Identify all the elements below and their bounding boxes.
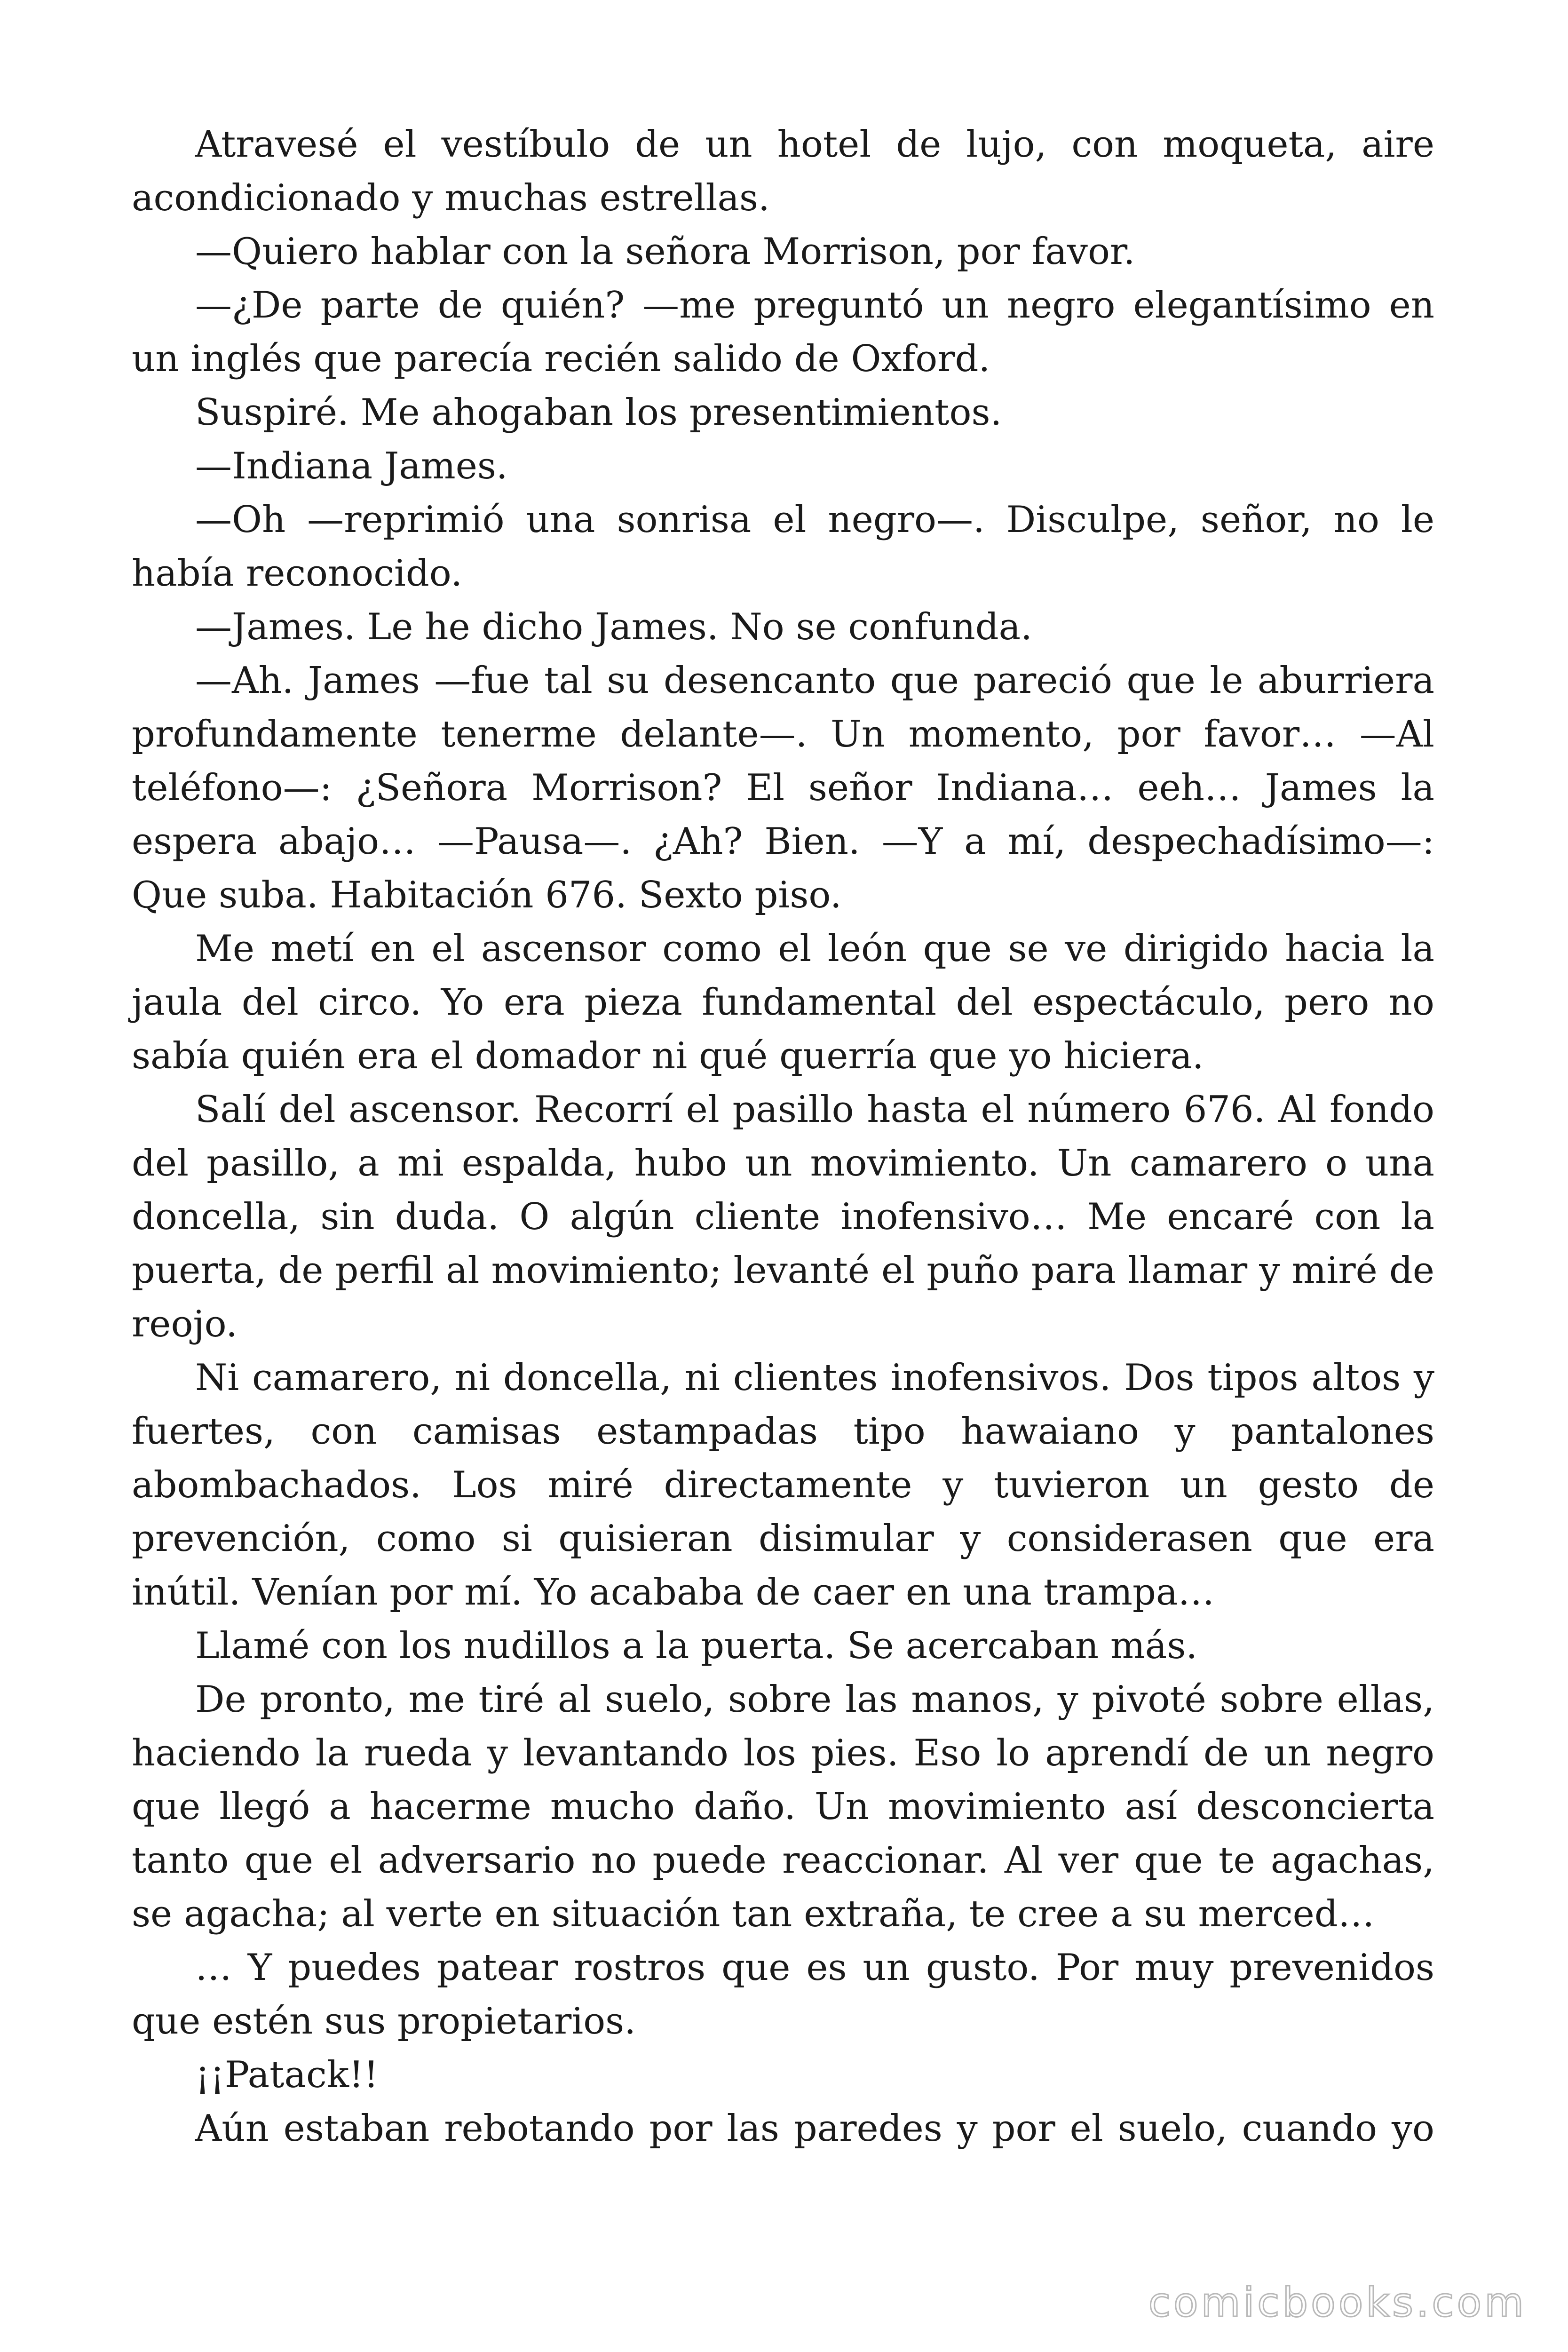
paragraph: —Oh —reprimió una sonrisa el negro—. Disculpe, señor, no le había reconocido. — [132, 499, 1434, 595]
paragraph: —James. Le he dicho James. No se confunda. — [195, 606, 1032, 648]
paragraph: Suspiré. Me ahogaban los presentimientos. — [195, 391, 1002, 434]
paragraph: Atravesé el vestíbulo de un hotel de lujo, con moqueta, aire acondicionado y muchas estrellas. — [132, 123, 1434, 219]
paragraph: Llamé con los nudillos a la puerta. Se acercaban más. — [195, 1625, 1198, 1667]
paragraph: —Ah. James —fue tal su desencanto que pareció que le aburriera profundamente tenerme delante—. Un momento, por favor… —Al teléfono—: ¿Señora Morrison? El señor Indiana… eeh… James la espera abajo… —Pausa—. ¿Ah? Bien. —Y a mí, despechadísimo—: Que suba. Habitación 676. Sexto piso. — [132, 660, 1434, 916]
watermark-text: comicbooks.com — [1148, 2279, 1527, 2326]
book-page-text — [132, 118, 1434, 2155]
paragraph: ¡¡Patack!! — [195, 2054, 379, 2096]
paragraph: —Indiana James. — [195, 445, 508, 487]
paragraph-continued: Aún estaban rebotando por las paredes y por el suelo, cuando yo — [195, 2107, 1434, 2150]
paragraph: Salí del ascensor. Recorrí el pasillo hasta el número 676. Al fondo del pasillo, a mi espalda, hubo un movimiento. Un camarero o una doncella, sin duda. O algún cliente inofensivo… Me encaré con la puerta, de perfil al movimiento; levanté el puño para llamar y miré de reojo. — [132, 1089, 1434, 1345]
paragraph: —¿De parte de quién? —me preguntó un negro elegantísimo en un inglés que parecía recién salido de Oxford. — [132, 284, 1434, 380]
paragraph: Me metí en el ascensor como el león que se ve dirigido hacia la jaula del circo. Yo era pieza fundamental del espectáculo, pero no sabía quién era el domador ni qué querría que yo hiciera. — [132, 928, 1434, 1077]
paragraph: —Quiero hablar con la señora Morrison, por favor. — [195, 230, 1135, 273]
paragraph: De pronto, me tiré al suelo, sobre las manos, y pivoté sobre ellas, haciendo la rueda y levantando los pies. Eso lo aprendí de un negro que llegó a hacerme mucho daño. Un movimiento así desconcierta tanto que el adversario no puede reaccionar. Al ver que te agachas, se agacha; al verte en situación tan extraña, te cree a su merced… — [132, 1678, 1434, 1935]
paragraph: … Y puedes patear rostros que es un gusto. Por muy prevenidos que estén sus propietarios. — [132, 1947, 1434, 2042]
paragraph: Ni camarero, ni doncella, ni clientes inofensivos. Dos tipos altos y fuertes, con camisas estampadas tipo hawaiano y pantalones abombachados. Los miré directamente y tuvieron un gesto de prevención, como si quisieran disimular y considerasen que era inútil. Venían por mí. Yo acababa de caer en una trampa… — [132, 1357, 1434, 1613]
